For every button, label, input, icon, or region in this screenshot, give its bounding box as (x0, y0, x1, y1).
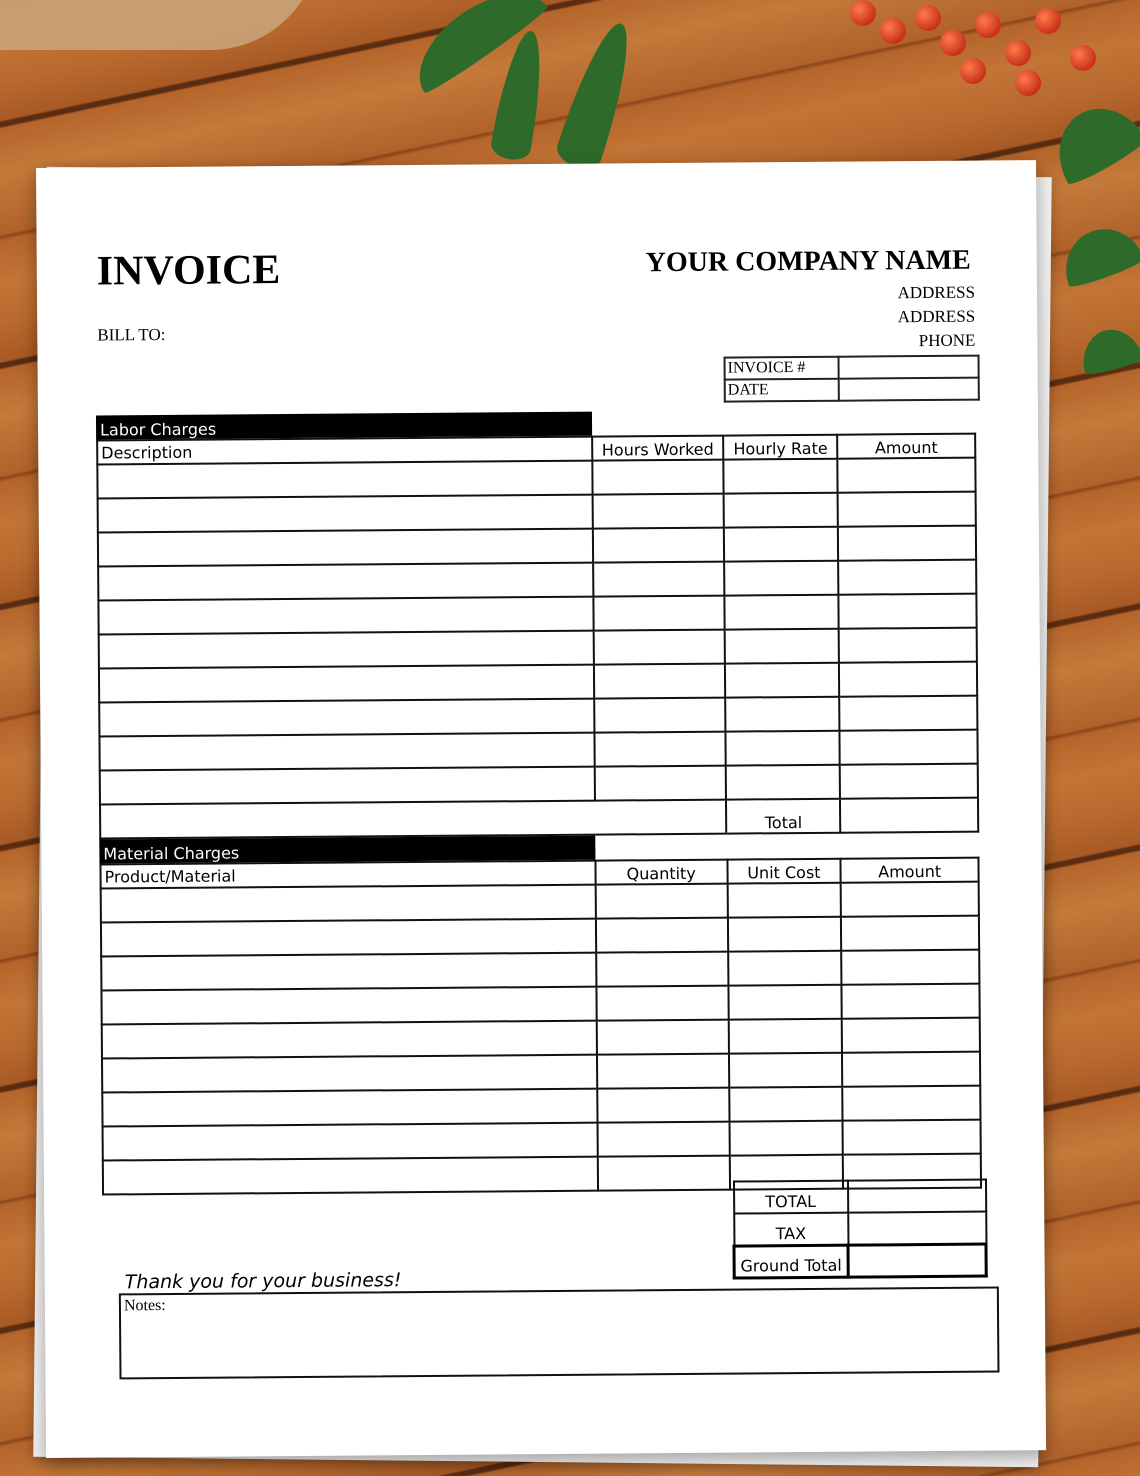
leaf-decoration (1054, 218, 1140, 290)
material-cell[interactable] (596, 952, 728, 987)
labor-cell[interactable] (839, 628, 977, 663)
labor-table (96, 433, 979, 840)
labor-cell[interactable] (726, 697, 840, 732)
material-cell[interactable] (841, 916, 979, 951)
labor-cell[interactable] (594, 766, 726, 801)
labor-cell[interactable] (838, 526, 976, 561)
notes-label: Notes: (123, 1297, 166, 1315)
material-section-header: Material Charges (99, 836, 595, 864)
labor-cell[interactable] (838, 492, 976, 527)
labor-cell[interactable] (99, 631, 594, 669)
labor-cell[interactable] (839, 662, 977, 697)
berry-decoration (940, 30, 966, 56)
thank-you-message: Thank you for your business! (124, 1269, 402, 1294)
berry-decoration (1070, 45, 1096, 71)
material-col-unit-cost: Unit Cost (727, 859, 841, 884)
labor-cell[interactable] (100, 767, 595, 805)
date-field[interactable] (839, 378, 979, 401)
labor-cell[interactable] (98, 495, 593, 533)
labor-cell[interactable] (838, 458, 976, 493)
labor-cell[interactable] (592, 460, 724, 495)
material-cell[interactable] (101, 919, 596, 957)
invoice-title: INVOICE (96, 247, 281, 295)
labor-cell[interactable] (97, 461, 592, 499)
labor-cell[interactable] (725, 663, 839, 698)
material-cell[interactable] (598, 1156, 730, 1191)
address-line-2: ADDRESS (897, 306, 976, 327)
tax-label: TAX (734, 1213, 848, 1246)
labor-cell[interactable] (725, 629, 839, 664)
labor-col-hours: Hours Worked (592, 436, 724, 461)
material-cell[interactable] (101, 885, 596, 923)
berry-decoration (1035, 8, 1061, 34)
labor-col-rate: Hourly Rate (724, 435, 838, 460)
labor-cell[interactable] (593, 562, 725, 597)
material-cell[interactable] (597, 1122, 729, 1157)
total-label: TOTAL (733, 1181, 847, 1214)
material-col-product: Product/Material (100, 861, 595, 889)
grand-total-label: Ground Total (734, 1245, 848, 1278)
leaf-decoration (1041, 92, 1140, 189)
labor-cell[interactable] (725, 595, 839, 630)
berry-decoration (1005, 40, 1031, 66)
leaf-decoration (553, 17, 643, 174)
material-cell[interactable] (596, 986, 728, 1021)
invoice-number-label: INVOICE # (725, 357, 839, 380)
material-cell[interactable] (842, 1086, 980, 1121)
material-cell[interactable] (102, 1089, 597, 1127)
labor-total-label: Total (726, 799, 840, 834)
material-cell[interactable] (842, 1052, 980, 1087)
material-cell[interactable] (842, 984, 980, 1019)
material-cell[interactable] (727, 917, 841, 952)
material-cell[interactable] (728, 1053, 842, 1088)
leaf-decoration (489, 28, 551, 163)
labor-col-description: Description (97, 437, 592, 465)
phone-label: PHONE (918, 330, 976, 351)
invoice-sheet (36, 160, 1046, 1458)
labor-cell[interactable] (839, 696, 977, 731)
material-col-amount: Amount (841, 858, 979, 883)
summary-table (732, 1179, 988, 1279)
material-cell[interactable] (596, 1020, 728, 1055)
bill-to-label: BILL TO: (97, 324, 166, 345)
material-table (99, 857, 982, 1196)
labor-cell[interactable] (593, 596, 725, 631)
material-cell[interactable] (597, 1054, 729, 1089)
material-cell[interactable] (597, 1088, 729, 1123)
labor-cell[interactable] (98, 529, 593, 567)
labor-cell[interactable] (592, 494, 724, 529)
labor-cell[interactable] (840, 730, 978, 765)
material-cell[interactable] (596, 918, 728, 953)
material-cell[interactable] (728, 951, 842, 986)
berry-decoration (1015, 70, 1041, 96)
material-cell[interactable] (103, 1123, 598, 1161)
address-line-1: ADDRESS (897, 282, 976, 303)
labor-cell[interactable] (593, 630, 725, 665)
labor-col-amount: Amount (837, 434, 975, 459)
invoice-info-table (724, 355, 980, 403)
company-name: YOUR COMPANY NAME (645, 244, 971, 279)
material-cell[interactable] (729, 1087, 843, 1122)
labor-cell[interactable] (594, 664, 726, 699)
labor-cell[interactable] (594, 732, 726, 767)
labor-cell[interactable] (726, 765, 840, 800)
labor-total-field[interactable] (840, 798, 978, 833)
material-cell[interactable] (101, 953, 596, 991)
material-cell[interactable] (102, 1055, 597, 1093)
material-cell[interactable] (103, 1157, 598, 1195)
grand-total-field[interactable] (848, 1244, 986, 1277)
tax-field[interactable] (848, 1212, 986, 1245)
labor-cell[interactable] (840, 764, 978, 799)
material-cell[interactable] (101, 987, 596, 1025)
labor-cell[interactable] (724, 527, 838, 562)
labor-cell[interactable] (725, 561, 839, 596)
labor-cell[interactable] (724, 493, 838, 528)
material-cell[interactable] (842, 1018, 980, 1053)
labor-total-spacer (100, 800, 727, 839)
wooden-board-decoration (0, 0, 320, 50)
material-cell[interactable] (595, 884, 727, 919)
notes-box[interactable] (119, 1286, 1000, 1379)
labor-total-row (100, 798, 978, 839)
material-cell[interactable] (729, 1121, 843, 1156)
leaf-decoration (1076, 323, 1140, 377)
berry-decoration (850, 0, 876, 26)
labor-cell[interactable] (839, 594, 977, 629)
material-cell[interactable] (102, 1021, 597, 1059)
berry-decoration (975, 12, 1001, 38)
material-cell[interactable] (843, 1120, 981, 1155)
material-cell[interactable] (841, 882, 979, 917)
labor-cell[interactable] (98, 563, 593, 601)
material-cell[interactable] (841, 950, 979, 985)
material-col-quantity: Quantity (595, 860, 727, 885)
date-label: DATE (725, 379, 839, 402)
labor-cell[interactable] (838, 560, 976, 595)
berry-decoration (880, 18, 906, 44)
berry-decoration (915, 5, 941, 31)
material-cell[interactable] (727, 883, 841, 918)
labor-cell[interactable] (99, 665, 594, 703)
labor-cell[interactable] (724, 459, 838, 494)
labor-cell[interactable] (593, 528, 725, 563)
invoice-number-field[interactable] (839, 356, 979, 379)
labor-cell[interactable] (726, 731, 840, 766)
total-field[interactable] (847, 1180, 985, 1213)
berry-decoration (960, 58, 986, 84)
labor-cell[interactable] (99, 733, 594, 771)
labor-cell[interactable] (99, 699, 594, 737)
labor-cell[interactable] (594, 698, 726, 733)
material-cell[interactable] (728, 1019, 842, 1054)
material-cell[interactable] (728, 985, 842, 1020)
labor-section-header: Labor Charges (96, 412, 592, 440)
labor-cell[interactable] (98, 597, 593, 635)
